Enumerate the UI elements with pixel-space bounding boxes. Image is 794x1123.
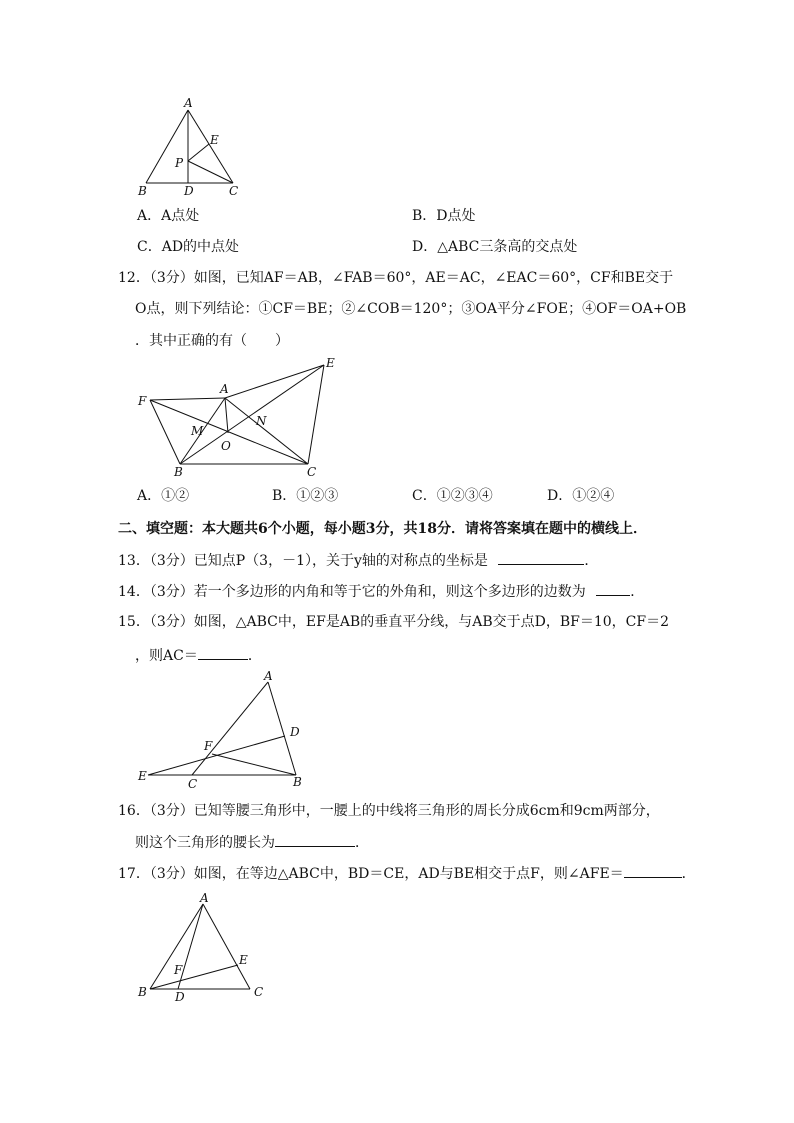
q11-option-a[interactable] (137, 206, 199, 226)
question-score: （3分） (149, 553, 194, 569)
option-letter: A． (137, 208, 162, 224)
q17-label-c: C (254, 985, 264, 999)
q12-label-f: F (138, 394, 147, 408)
q15-label-a: A (264, 669, 273, 683)
option-text: ①② (161, 488, 190, 504)
question-end: ． (584, 553, 599, 569)
q15-line1 (118, 612, 669, 632)
q11-label-p: P (175, 156, 184, 170)
q15-label-f: F (204, 739, 213, 753)
q12-diagram (130, 355, 350, 480)
q12-line2: O点，则下列结论：①CF＝BE；②∠COB＝120°；③OA平分∠FOE；④OF＝OA+OB (135, 301, 687, 317)
q12-label-a: A (220, 382, 229, 396)
q15-line2 (135, 645, 262, 666)
option-letter: A． (137, 488, 162, 504)
q11-label-e: E (210, 133, 219, 147)
q17-label-e: E (239, 953, 248, 967)
q17-figure (130, 888, 270, 1006)
option-letter: D． (412, 239, 438, 255)
q17-diagram (130, 888, 270, 1006)
q14-answer-blank[interactable] (596, 581, 630, 596)
q11-label-a: A (184, 96, 193, 110)
question-end: ． (247, 648, 262, 664)
option-letter: B． (272, 488, 297, 504)
question-score: （3分） (149, 584, 194, 600)
question-text: 则这个三角形的腰长为 (135, 835, 275, 851)
q15-label-b: B (293, 775, 302, 789)
question-number: 12． (118, 270, 150, 286)
question-score: （3分） (149, 866, 194, 882)
question-text: 如图，△ABC中，EF是AB的垂直平分线，与AB交于点D，BF＝10，CF＝2 (193, 614, 669, 630)
q12-label-b: B (174, 465, 183, 479)
q17-label-b: B (138, 985, 147, 999)
question-score: （3分） (149, 803, 194, 819)
question-text: 如图，在等边△ABC中，BD＝CE，AD与BE相交于点F，则∠AFE＝ (193, 866, 624, 882)
q12-option-a[interactable] (137, 486, 189, 506)
q16-answer-blank[interactable] (275, 832, 355, 847)
section-heading-fill-in: 二、填空题：本大题共6个小题，每小题3分，共18分．请将答案填在题中的横线上． (118, 521, 647, 537)
q17 (118, 863, 696, 884)
question-text: 若一个多边形的内角和等于它的外角和，则这个多边形的边数为 (193, 584, 586, 600)
question-end: ． (681, 866, 696, 882)
q11-triangle-diagram (130, 96, 250, 200)
q12-figure (130, 355, 350, 480)
option-text: △ABC三条高的交点处 (437, 239, 578, 255)
q11-option-c[interactable] (137, 237, 239, 257)
question-number: 16． (118, 803, 150, 819)
question-number: 15． (118, 614, 150, 630)
option-text: D点处 (436, 208, 476, 224)
q12-label-o: O (221, 439, 231, 453)
question-number: 17． (118, 866, 150, 882)
q11-option-b[interactable] (412, 206, 476, 226)
option-text: ①②③④ (436, 488, 493, 504)
option-letter: C． (412, 488, 437, 504)
q12-label-e: E (326, 356, 335, 370)
q17-answer-blank[interactable] (624, 863, 682, 878)
question-score: （3分） (149, 614, 194, 630)
question-number: 13． (118, 553, 150, 569)
q15-answer-blank[interactable] (198, 645, 248, 660)
q17-label-a: A (200, 891, 209, 905)
q11-label-b: B (138, 184, 147, 198)
option-text: AD的中点处 (161, 239, 240, 255)
q12-label-m: M (191, 424, 204, 438)
q15-diagram (130, 668, 320, 793)
q12-option-b[interactable] (272, 486, 338, 506)
q12-option-d[interactable] (547, 486, 614, 506)
q11-figure (130, 96, 250, 200)
question-number: 14． (118, 584, 150, 600)
option-letter: D． (547, 488, 573, 504)
q13-answer-blank[interactable] (498, 550, 584, 565)
question-end: ． (630, 584, 645, 600)
q15-label-c: C (188, 777, 198, 791)
q12-label-n: N (256, 414, 267, 428)
option-letter: C． (137, 239, 162, 255)
q17-label-d: D (175, 990, 185, 1004)
q11-label-c: C (229, 184, 239, 198)
question-score: （3分） (149, 270, 194, 286)
question-text: ，则AC＝ (135, 648, 198, 664)
q12-line1 (118, 268, 673, 288)
q11-option-d[interactable] (412, 237, 577, 257)
q12-line3: ．其中正确的有（ ） (135, 333, 289, 349)
q12-label-c: C (307, 465, 317, 479)
question-text: 已知等腰三角形中，一腰上的中线将三角形的周长分成6cm和9cm两部分， (193, 803, 660, 819)
q11-label-d: D (184, 184, 194, 198)
option-text: A点处 (161, 208, 200, 224)
question-text: 如图，已知AF＝AB，∠FAB＝60°，AE＝AC，∠EAC＝60°，CF和BE交于 (193, 270, 674, 286)
question-end: ． (355, 835, 369, 851)
q14 (118, 581, 644, 602)
q15-label-e: E (138, 769, 147, 783)
option-text: ①②④ (572, 488, 615, 504)
q16-line2 (135, 832, 369, 853)
q15-figure (130, 668, 320, 793)
option-letter: B． (412, 208, 437, 224)
q15-label-d: D (290, 725, 300, 739)
q17-label-f: F (174, 963, 183, 977)
question-text: 已知点P（3，－1），关于y轴的对称点的坐标是 (193, 553, 488, 569)
option-text: ①②③ (296, 488, 339, 504)
q12-option-c[interactable] (412, 486, 493, 506)
q13 (118, 550, 598, 571)
q16-line1 (118, 801, 660, 821)
